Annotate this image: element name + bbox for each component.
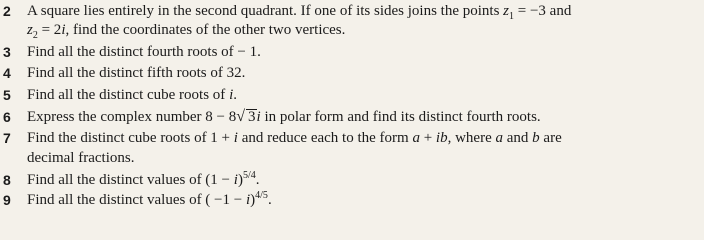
problem-text: Find the distinct cube roots of 1 + i and reduce each to the form a + ib, where a and b are (27, 130, 562, 146)
problem-number: 2 (3, 3, 11, 19)
problem-list: 2 A square lies entirely in the second quadrant. If one of its sides joins the points $z_1 = -3$ and $z_2 = 2i$, find the coordinates of the other two vertices. 3 Find all the distinct fourth roots of − 1. 4 Find all the distinct fifth roots of 32. 5 Find all the distinct cube roots of i. 6 Express the complex number 8 − 8√ 3i in polar form and find its distinct fourth roots. 7 Find the distinct cube roots of 1 + i and reduce each to the form a + ib, where a and b are decimal fractions. 8 Find all the distinct values of $(1 - i)^{5/4}$. 9 Find all the distinct values of ( −1 − i)$^{4/5}$. (3, 3, 572, 208)
problem-text: Find all the distinct fifth roots of 32. (27, 65, 246, 81)
problem-number: 3 (3, 44, 11, 60)
problem-number: 8 (3, 172, 11, 188)
problem-number: 9 (3, 192, 11, 208)
problem-text: Find all the distinct values of ( −1 − i)$^{4/5}$. (27, 190, 272, 208)
exponent: 4/5 (255, 190, 268, 201)
problem-text: Find all the distinct fourth roots of − 1. (27, 44, 261, 60)
problem-number: 5 (3, 87, 11, 103)
problem-text: Express the complex number 8 − 8√ 3i in polar form and find its distinct fourth roots. (27, 108, 541, 125)
problem-number: 4 (3, 65, 11, 81)
radicand: 3 (248, 109, 256, 125)
problem-text: Find all the distinct values of $(1 - i)^{5/4}$. (27, 170, 260, 188)
exponent: 5/4 (242, 170, 256, 181)
problem-text: Find all the distinct cube roots of i. (27, 87, 237, 103)
sqrt-symbol: √ (236, 108, 246, 125)
problem-number: 6 (3, 109, 11, 125)
problem-text: A square lies entirely in the second quadrant. If one of its sides joins the points $z_1 = -3$ and (27, 3, 572, 22)
problem-number: 7 (3, 130, 11, 146)
